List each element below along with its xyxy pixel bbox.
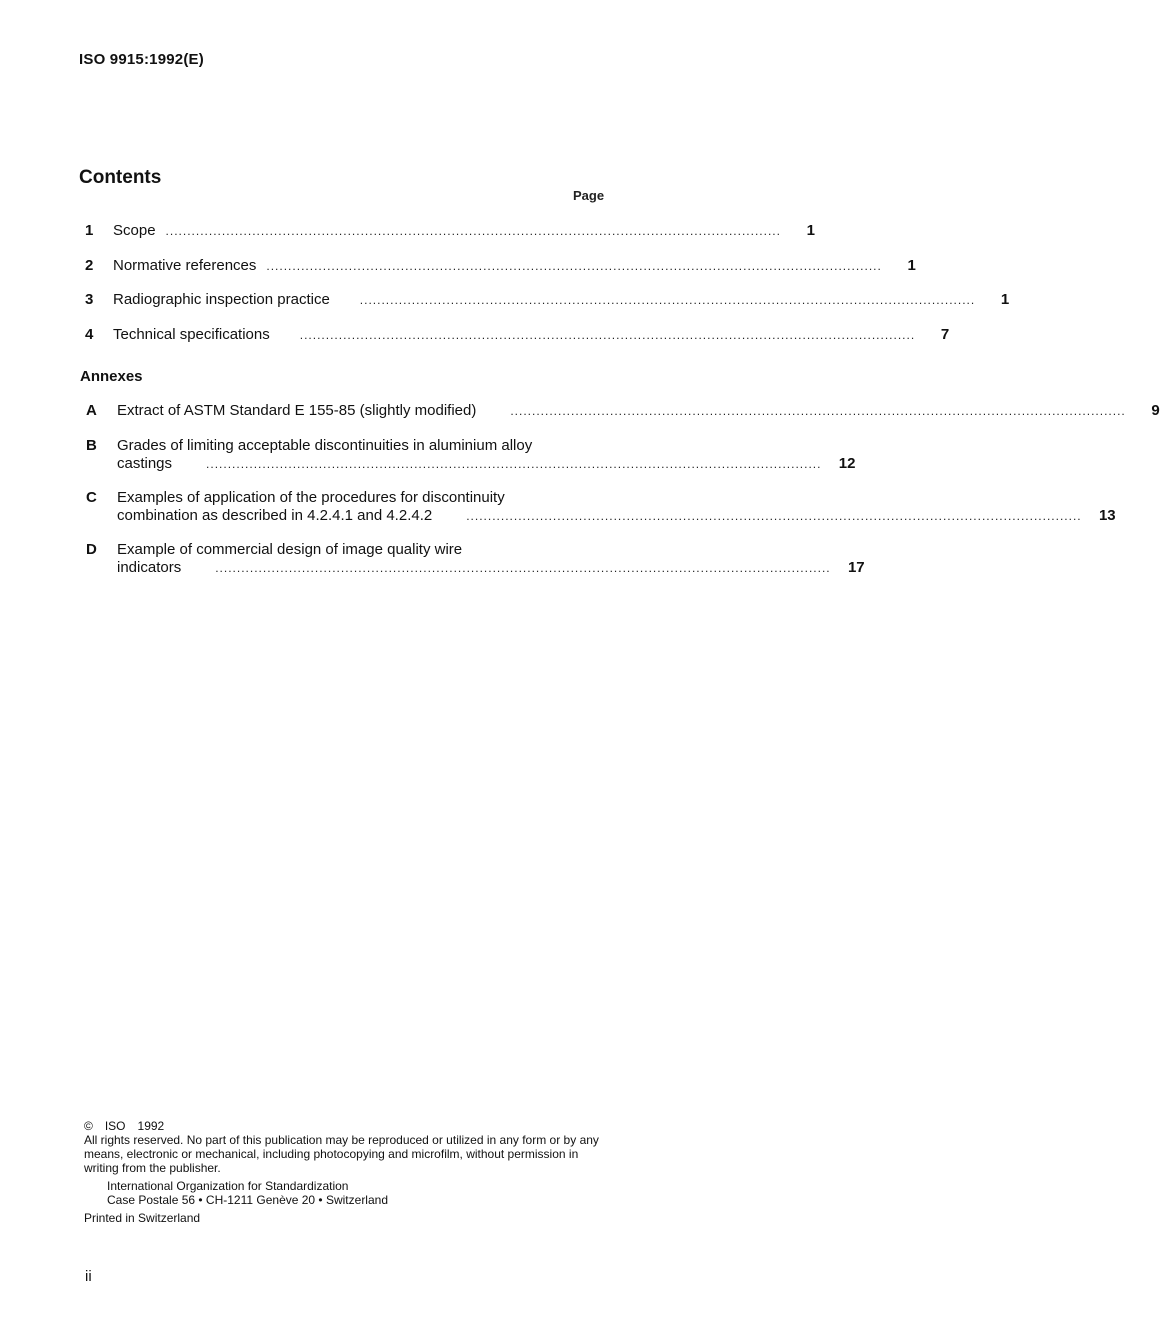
dot-leader: .............................................................................................................................................. [215, 561, 831, 575]
annex-page: 13 [1098, 507, 1116, 524]
toc-entry-title: Radiographic inspection practice [113, 291, 330, 308]
page-column-label: Page [573, 188, 605, 203]
annex-page: 17 [847, 559, 865, 576]
copyright-line [84, 1119, 614, 1133]
toc-entry-number: 4 [85, 326, 94, 343]
toc-entry-page: 1 [1000, 291, 1010, 308]
organization-name: International Organization for Standardization [107, 1179, 349, 1193]
toc-entry-page: 1 [907, 257, 916, 274]
toc-entry-title: Normative references [113, 257, 257, 274]
toc-entry-title: Scope [113, 222, 156, 239]
toc-entry-number: 1 [85, 222, 94, 239]
printed-in: Printed in Switzerland [84, 1211, 201, 1225]
annex-title: Extract of ASTM Standard E 155-85 (slightly modified) [117, 402, 477, 419]
publisher-address [84, 1179, 614, 1207]
dot-leader: .............................................................................................................................................. [510, 404, 1126, 418]
toc-entry-number: 2 [85, 257, 94, 274]
contents-title: Contents [79, 167, 162, 188]
postal-address: Case Postale 56 • CH-1211 Genève 20 • Switzerland [107, 1193, 388, 1207]
annex-letter: B [86, 437, 97, 454]
annex-letter: C [86, 489, 97, 506]
annex-title-line-1: Examples of application of the procedures for discontinuity [117, 489, 505, 506]
annex-letter: A [86, 402, 97, 419]
dot-leader: .............................................................................................................................................. [359, 293, 976, 307]
copyright-year: 1992 [137, 1119, 165, 1133]
copyright-notice [84, 1119, 614, 1225]
rights-statement: All rights reserved. No part of this publication may be reproduced or utilized in any form or by any means, electronic or mechanical, including photocopying and microfilm, without permission in writing from the publisher. [84, 1133, 599, 1175]
dot-leader: .............................................................................................................................................. [466, 509, 1082, 523]
annex-title-line-1: Example of commercial design of image quality wire [117, 541, 463, 558]
dot-leader: .............................................................................................................................................. [299, 328, 916, 342]
page-number: ii [85, 1268, 92, 1285]
copyright-icon: © [84, 1119, 93, 1133]
annex-page: 9 [1151, 402, 1160, 419]
toc-entry-number: 3 [85, 291, 94, 308]
toc-entry-page: 7 [940, 326, 950, 343]
dot-leader: .............................................................................................................................................. [266, 259, 882, 273]
annexes-title: Annexes [80, 368, 143, 385]
annex-letter: D [86, 541, 97, 558]
annex-title-line-2: castings [117, 455, 173, 472]
document-id: ISO 9915:1992(E) [79, 51, 204, 68]
toc-entry-page: 1 [806, 222, 815, 239]
toc-entry-title: Technical specifications [113, 326, 270, 343]
dot-leader: .............................................................................................................................................. [165, 224, 781, 238]
annex-title-line-2: combination as described in 4.2.4.1 and 4.2.4.2 [117, 507, 433, 524]
dot-leader: .............................................................................................................................................. [206, 457, 822, 471]
copyright-holder: ISO [104, 1119, 126, 1133]
annex-page: 12 [838, 455, 856, 472]
annex-title-line-1: Grades of limiting acceptable discontinuities in aluminium alloy [117, 437, 533, 454]
annex-title-line-2: indicators [117, 559, 182, 576]
